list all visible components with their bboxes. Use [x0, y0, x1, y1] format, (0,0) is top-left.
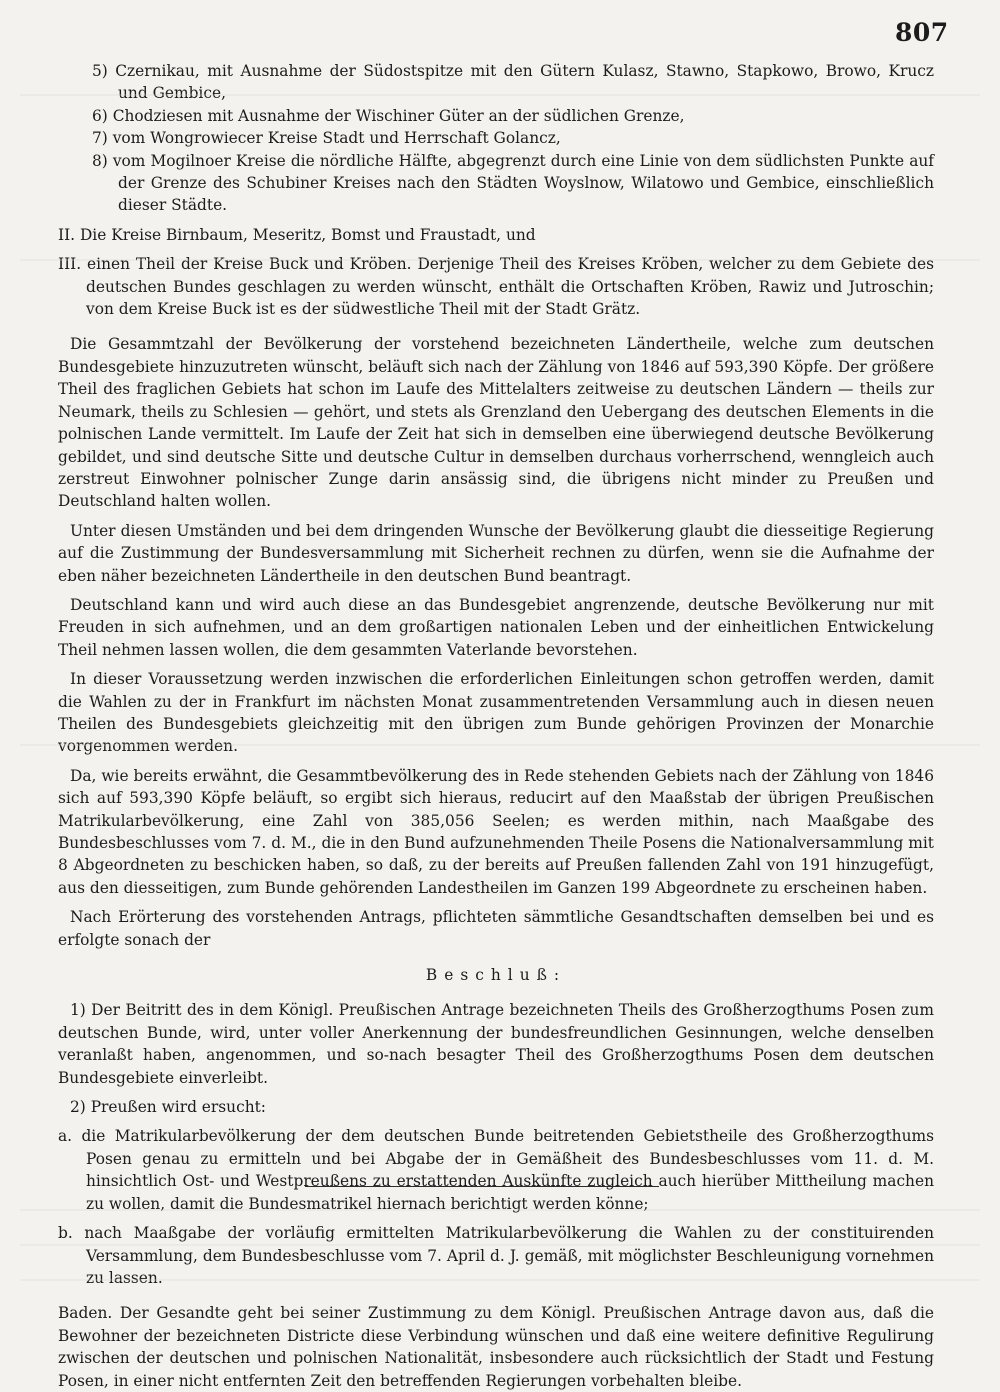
- paragraph: Da, wie bereits erwähnt, die Gesammtbevölkerung des in Rede stehenden Gebiets nach der Zählung von 1846 sich auf 593,390 Köpfe beläuft, so ergibt sich hieraus, reducirt auf den Maaßstab der übrigen Preußischen Matrikularbevölkerung, eine Zahl von 385,056 Seelen; es werden mithin, nach Maaßgabe des Bundesbeschlusses vom 7. d. M., die in den Bund aufzunehmenden Theile Posens die Nationalversammlung mit 8 Abgeordneten zu beschicken haben, so daß, zu der bereits auf Preußen fallenden Zahl von 191 hinzugefügt, aus den diesseitigen, zum Bunde gehörenden Landestheilen im Ganzen 199 Abgeordnete zu erscheinen haben.: [58, 766, 934, 897]
- document-body: [58, 60, 934, 1392]
- paragraph: Nach Erörterung des vorstehenden Antrags, pflichteten sämmtliche Gesandtschaften demselben bei und es erfolgte sonach der: [58, 908, 934, 949]
- baden-statement: Baden. Der Gesandte geht bei seiner Zustimmung zu dem Königl. Preußischen Antrage davon aus, daß die Bewohner der bezeichneten Districte diese Verbindung wünschen und daß eine weitere definitive Regulirung zwischen der deutschen und polnischen Nationalität, insbesondere auch rücksichtlich der Stadt und Festung Posen, in einer nicht entfernten Zeit den betreffenden Regierungen vorbehalten bleibe.: [58, 1304, 934, 1390]
- page-number: 807: [895, 18, 949, 47]
- closing-rule: [305, 1186, 659, 1187]
- paragraph: Unter diesen Umständen und bei dem dringenden Wunsche der Bevölkerung glaubt die diesseitige Regierung auf die Zustimmung der Bundesversammlung mit Sicherheit rechnen zu dürfen, wenn sie die Aufnahme der eben näher bezeichneten Ländertheile in den deutschen Bund beantragt.: [58, 521, 934, 585]
- list-item-8: 8) vom Mogilnoer Kreise die nördliche Hälfte, abgegrenzt durch eine Linie von dem südlichsten Punkte auf der Grenze des Schubiner Kreises nach den Städten Woyslnow, Wilatowo und Gembice, einschließlich dieser Städte.: [92, 151, 934, 215]
- paragraph: Die Gesammtzahl der Bevölkerung der vorstehend bezeichneten Ländertheile, welche zum deutschen Bundesgebiete hinzuzutreten wünscht, beläuft sich nach der Zählung von 1846 auf 593,390 Köpfe. Der größere Theil des fraglichen Gebiets hat schon im Laufe des Mittelalters zeitweise zu deutschen Ländern — theils zur Neumark, theils zu Schlesien — gehört, und stets als Grenzland den Uebergang des deutschen Elements in die polnischen Lande vermittelt. Im Laufe der Zeit hat sich in demselben eine überwiegend deutsche Bevölkerung gebildet, und sind deutsche Sitte und deutsche Cultur in demselben durchaus vorherrschend, wenngleich auch zerstreut Einwohner polnischer Zunge darin ansässig sind, die übrigens nicht minder zu Preußen und Deutschland halten wollen.: [58, 335, 934, 511]
- paragraph: Deutschland kann und wird auch diese an das Bundesgebiet angrenzende, deutsche Bevölkerung nur mit Freuden in sich aufnehmen, und an dem großartigen nationalen Leben und der einheitlichen Entwickelung Theil nehmen lassen wollen, die dem gesammten Vaterlande bevorstehen.: [58, 595, 934, 659]
- section-III: III. einen Theil der Kreise Buck und Kröben. Derjenige Theil des Kreises Kröben, welcher zu dem Gebiete des deutschen Bundes geschlagen zu werden wünscht, enthält die Ortschaften Kröben, Rawiz und Jutroschin; von dem Kreise Buck ist es der südwestliche Theil mit der Stadt Grätz.: [58, 255, 934, 319]
- section-II: II. Die Kreise Birnbaum, Meseritz, Bomst und Fraustadt, und: [58, 225, 536, 244]
- paragraph: In dieser Voraussetzung werden inzwischen die erforderlichen Einleitungen schon getroffen werden, damit die Wahlen zu der in Frankfurt im nächsten Monat zusammentretenden Versammlung auch in diesen neuen Theilen des Bundesgebiets gleichzeitig mit den übrigen zum Bunde gehörigen Provinzen der Monarchie vorgenommen werden.: [58, 670, 934, 756]
- resolution-item-1: 1) Der Beitritt des in dem Königl. Preußischen Antrage bezeichneten Theils des Großherzogthums Posen zum deutschen Bunde, wird, unter voller Anerkennung der bundesfreundlichen Gesinnungen, welche denselben veranlaßt haben, angenommen, und so-nach besagter Theil des Großherzogthums Posen dem deutschen Bundesgebiete einverleibt.: [58, 1001, 934, 1087]
- sub-item-a: a. die Matrikularbevölkerung der dem deutschen Bunde beitretenden Gebietstheile des Großherzogthums Posen genau zu ermitteln und bei Abgabe der in Gemäßheit des Bundesbeschlusses vom 11. d. M. hinsichtlich Ost- und Westpreußens zu erstattenden Auskünfte zugleich auch hierüber Mittheilung machen zu wollen, damit die Bundesmatrikel hiernach berichtigt werden könne;: [58, 1127, 934, 1213]
- resolution-heading: Beschluß:: [425, 966, 567, 985]
- list-item-7: 7) vom Wongrowiecer Kreise Stadt und Herrschaft Golancz,: [92, 129, 561, 148]
- list-item-5: 5) Czernikau, mit Ausnahme der Südostspitze mit den Gütern Kulasz, Stawno, Stapkowo, Browo, Krucz und Gembice,: [92, 62, 934, 103]
- resolution-item-2: 2) Preußen wird ersucht:: [70, 1098, 266, 1117]
- list-item-6: 6) Chodziesen mit Ausnahme der Wischiner Güter an der südlichen Grenze,: [92, 106, 685, 125]
- sub-item-b: b. nach Maaßgabe der vorläufig ermittelten Matrikularbevölkerung die Wahlen zu der constituirenden Versammlung, dem Bundesbeschlusse vom 7. April d. J. gemäß, mit möglichster Beschleunigung vornehmen zu lassen.: [58, 1224, 934, 1287]
